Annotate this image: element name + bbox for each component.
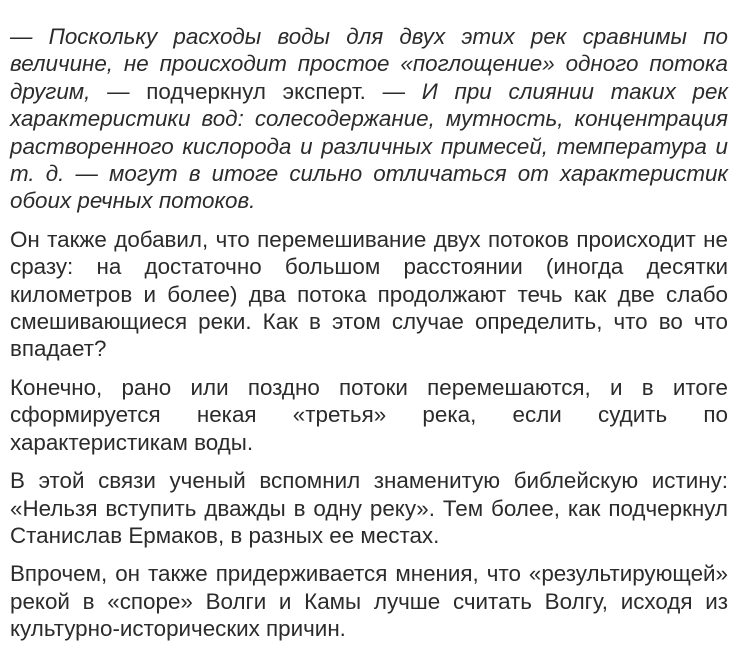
quote-text-part-2: И при слиянии таких рек характеристики вод: солесодержание, мутность, концентрация растворенного кислорода и различных примесей, температура и т. д. — могут в итоге сильно отличаться от характеристик обоих речных потоков. (10, 78, 729, 214)
paragraph-third-river: Конечно, рано или поздно потоки перемешаются, и в итоге сформируется некая «третья» река, если судить по характеристикам воды. (10, 374, 728, 455)
quote-text-part-1: — Поскольку расходы воды для двух этих рек сравнимы по величине, не происходит простое «поглощение» одного потока другим, (10, 24, 728, 104)
paragraph-volga-conclusion: Впрочем, он также придерживается мнения, что «результирующей» рекой в «споре» Волги и Камы лучше считать Волгу, исходя из культурно-исторических причин. (10, 561, 728, 642)
quote-paragraph (10, 23, 728, 215)
paragraph-mixing: Он также добавил, что перемешивание двух потоков происходит не сразу: на достаточно большом расстоянии (иногда десятки километров и более) два потока продолжают течь как две слабо смешивающиеся реки. Как в этом случае определить, что во что впадает? (10, 226, 728, 362)
paragraph-biblical-truth: В этой связи ученый вспомнил знаменитую библейскую истину: «Нельзя вступить дважды в одну реку». Тем более, как подчеркнул Станислав Ермаков, в разных ее местах. (10, 468, 728, 548)
quote-attribution: — подчеркнул эксперт. — (90, 78, 422, 104)
